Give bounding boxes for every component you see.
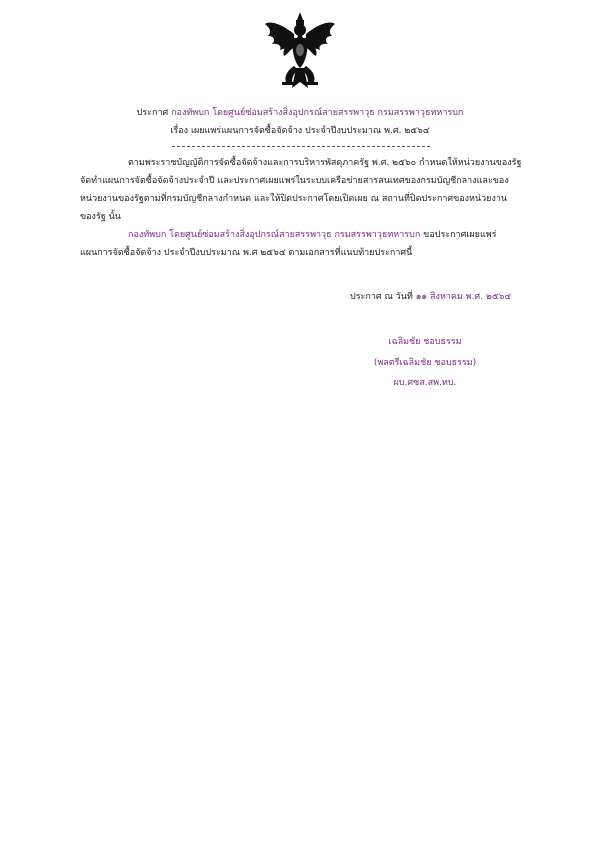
para1-line4: ของรัฐ นั้น [80,212,121,222]
date-line [350,291,511,303]
subject-line [0,125,600,137]
announcement-title [0,107,600,119]
date-value: ๑๑ สิงหาคม พ.ศ. ๒๕๖๔ [415,292,512,302]
signer-name: เฉลิมชัย ชอบธรรม [388,337,462,347]
announce-unit: กองทัพบก โดยศูนย์ซ่อมสร้างสิ่งอุปกรณ์สายสรรพาวุธ กรมสรรพาวุธทหารบก [171,108,464,118]
para2-unit: กองทัพบก โดยศูนย์ซ่อมสร้างสิ่งอุปกรณ์สายสรรพาวุธ กรมสรรพาวุธทหารบก [128,230,421,240]
title-divider [172,146,430,147]
signer-position: ผบ.ศซส.สพ.ทบ. [393,378,457,388]
garuda-emblem-icon [262,10,338,90]
signer-rank-name: (พลตรีเฉลิมชัย ชอบธรรม) [373,358,477,368]
announce-prefix: ประกาศ [136,108,169,118]
subject-text: เผยแพร่แผนการจัดซื้อจัดจ้าง ประจำปีงบประมาณ พ.ศ. ๒๕๖๔ [190,126,430,136]
para2-line2: แผนการจัดซื้อจัดจ้าง ประจำปีงบประมาณ พ.ศ ๒๕๖๔ ตามเอกสารที่แนบท้ายประกาศนี้ [80,248,413,258]
para2-line1 [128,229,497,241]
date-prefix: ประกาศ ณ วันที่ [350,292,413,302]
para1-line1: ตามพระราชบัญญัติการจัดซื้อจัดจ้างและการบริหารพัสดุภาครัฐ พ.ศ. ๒๕๖๐ กำหนดให้หน่วยงานของรัฐ [128,158,522,168]
para2-line1-rest: ขอประกาศเผยแพร่ [423,230,497,240]
subject-prefix: เรื่อง [170,126,189,136]
para1-line2: จัดทำแผนการจัดซื้อจัดจ้างประจำปี และประกาศเผยแพร่ในระบบเครือข่ายสารสนเทศของกรมบัญชีกลางและของ [80,176,509,186]
para1-line3: หน่วยงานของรัฐตามที่กรมบัญชีกลางกำหนด และให้ปิดประกาศโดยเปิดเผย ณ สถานที่ปิดประกาศของหน่วยงาน [80,194,508,204]
